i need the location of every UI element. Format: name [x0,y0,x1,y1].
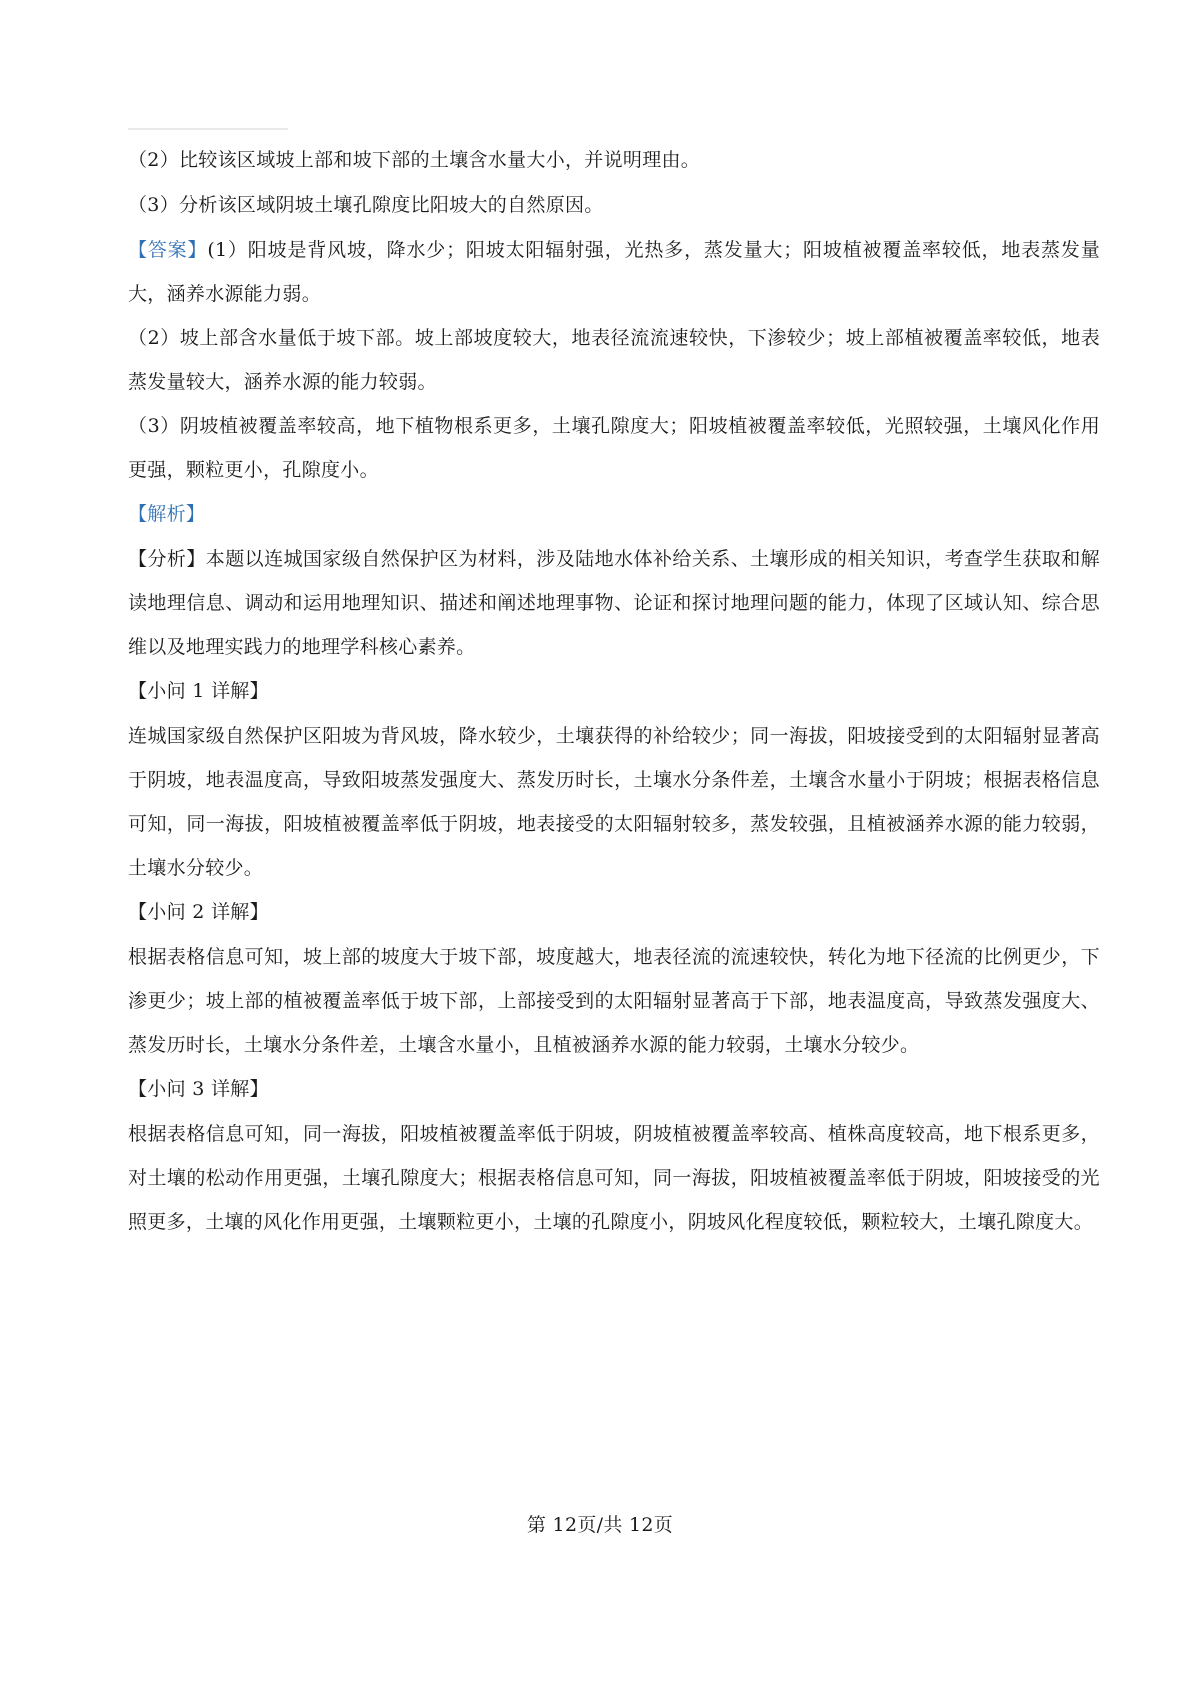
q3-explanation: 根据表格信息可知，同一海拔，阳坡植被覆盖率低于阴坡，阴坡植被覆盖率较高、植株高度较高，地下根系更多，对土壤的松动作用更强，土壤孔隙度大；根据表格信息可知，同一海拔，阳坡植被覆盖率低于阴坡，阳坡接受的光照更多，土壤的风化作用更强，土壤颗粒更小，土壤的孔隙度小，阴坡风化程度较低，颗粒较大，土壤孔隙度大。 [128,1123,1100,1233]
q1-explanation: 连城国家级自然保护区阳坡为背风坡，降水较少，土壤获得的补给较少；同一海拔，阳坡接受到的太阳辐射显著高于阴坡，地表温度高，导致阳坡蒸发强度大、蒸发历时长，土壤水分条件差，土壤含水量小于阴坡；根据表格信息可知，同一海拔，阳坡植被覆盖率低于阴坡，地表接受的太阳辐射较多，蒸发较强，且植被涵养水源的能力较弱，土壤水分较少。 [128,725,1100,879]
answer-part-2: （2）坡上部含水量低于坡下部。坡上部坡度较大，地表径流流速较快，下渗较少；坡上部植被覆盖率较低，地表蒸发量较大，涵养水源的能力较弱。 [128,327,1100,393]
page-number: 第 12页/共 12页 [526,1514,674,1536]
q2-heading: 【小问 2 详解】 [128,901,269,923]
analysis-tag: 【解析】 [128,503,206,525]
header-rule [128,128,288,130]
question-item-3: （3）分析该区域阴坡土壤孔隙度比阳坡大的自然原因。 [128,194,604,216]
answer-part-1 [128,228,1100,316]
q2-explanation: 根据表格信息可知，坡上部的坡度大于坡下部，坡度越大，地表径流的流速较快，转化为地下径流的比例更少，下渗更少；坡上部的植被覆盖率低于坡下部，上部接受到的太阳辐射显著高于下部，地表温度高，导致蒸发强度大、蒸发历时长，土壤水分条件差，土壤含水量小，且植被涵养水源的能力较弱，土壤水分较少。 [128,946,1100,1056]
answer-part-3: （3）阴坡植被覆盖率较高，地下植物根系更多，土壤孔隙度大；阳坡植被覆盖率较低，光照较强，土壤风化作用更强，颗粒更小，孔隙度小。 [128,415,1100,481]
answer-tag: 【答案】 [128,239,208,261]
answer-part-1-text: (1）阳坡是背风坡，降水少；阳坡太阳辐射强，光热多，蒸发量大；阳坡植被覆盖率较低，地表蒸发量大，涵养水源能力弱。 [128,239,1100,305]
document-body [128,138,1100,1244]
q1-heading: 【小问 1 详解】 [128,680,269,702]
question-item-2: （2）比较该区域坡上部和坡下部的土壤含水量大小，并说明理由。 [128,149,701,171]
q3-heading: 【小问 3 详解】 [128,1078,269,1100]
analysis-summary: 【分析】本题以连城国家级自然保护区为材料，涉及陆地水体补给关系、土壤形成的相关知识，考查学生获取和解读地理信息、调动和运用地理知识、描述和阐述地理事物、论证和探讨地理问题的能力，体现了区域认知、综合思维以及地理实践力的地理学科核心素养。 [128,548,1100,658]
